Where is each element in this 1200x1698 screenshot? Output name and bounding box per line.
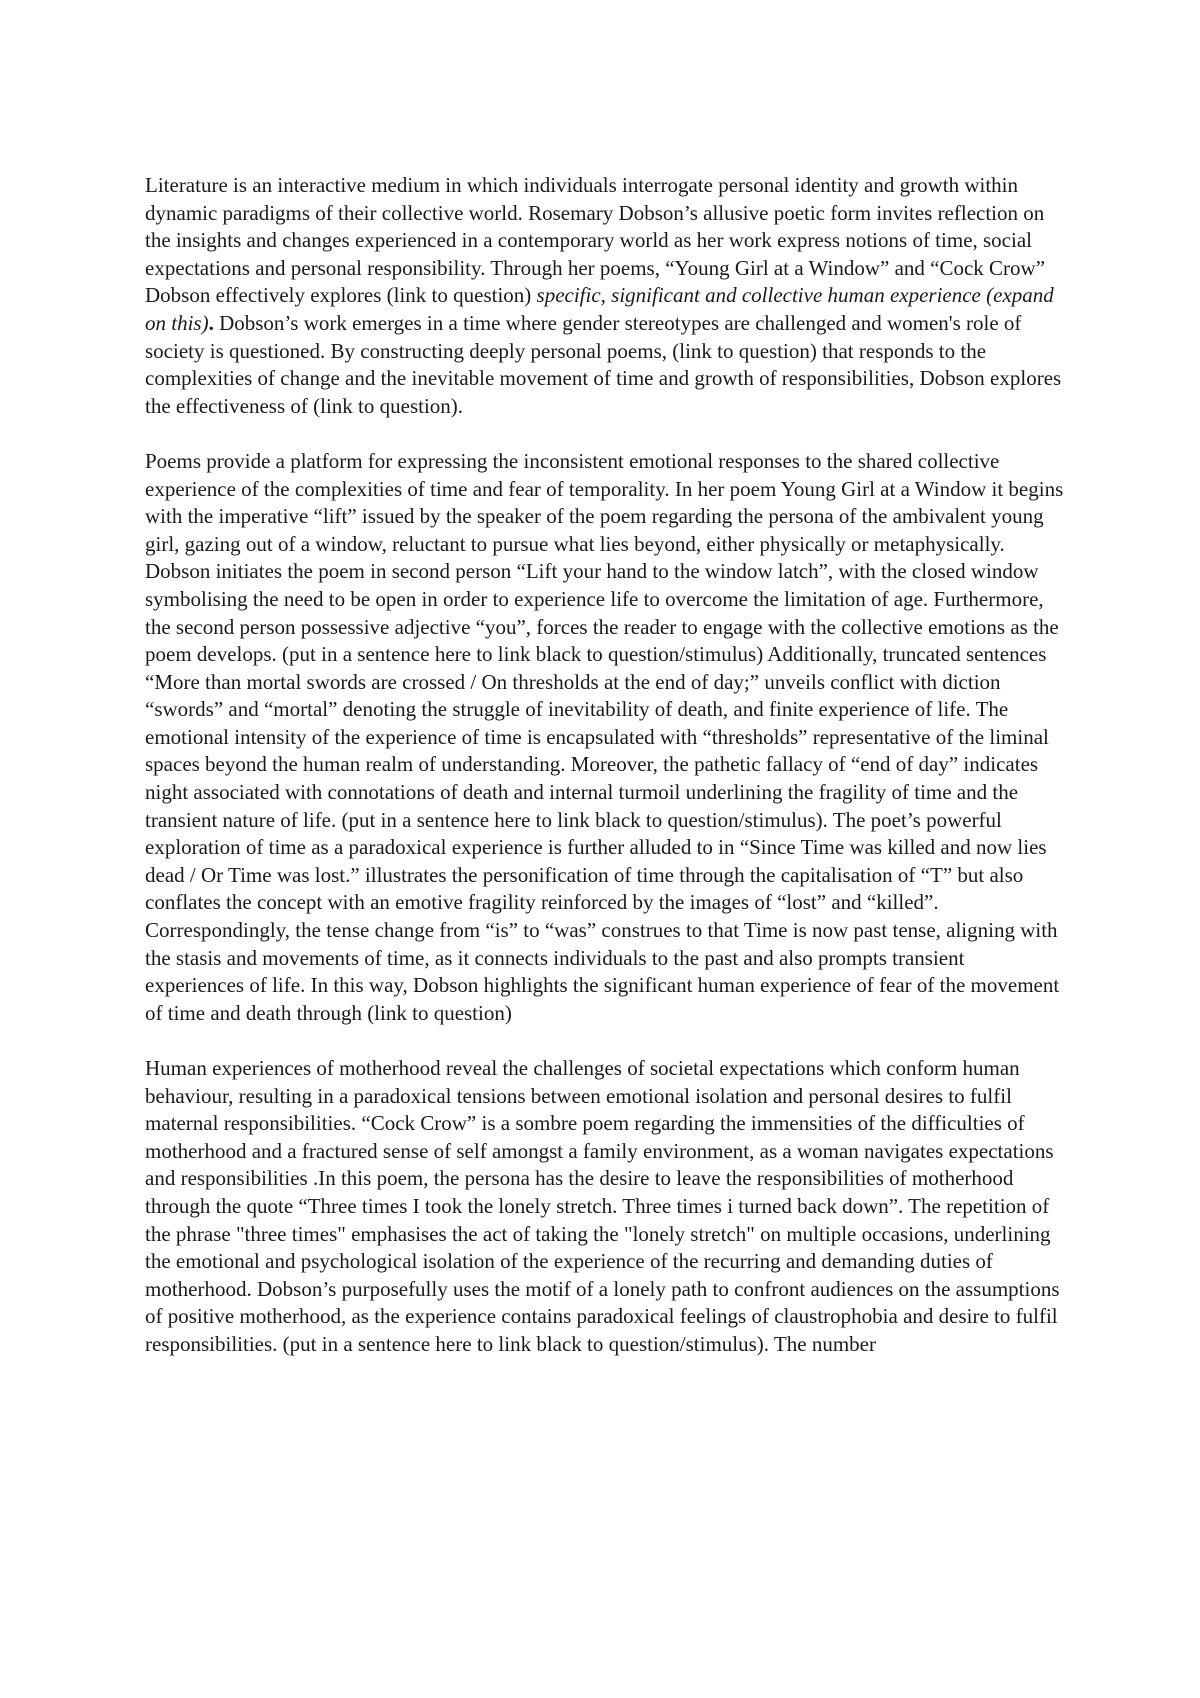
document-page [145, 172, 1065, 1359]
intro-italic-note: specific, significant and collective human experience (expand on this) [145, 283, 1054, 335]
paragraph-cock-crow-analysis: Human experiences of motherhood reveal the challenges of societal expectations which conform human behaviour, resulting in a paradoxical tensions between emotional isolation and personal desires to fulfil maternal responsibilities. “Cock Crow” is a sombre poem regarding the immensities of the difficulties of motherhood and a fractured sense of self amongst a family environment, as a woman navigates expectations and responsibilities .In this poem, the persona has the desire to leave the responsibilities of motherhood through the quote “Three times I took the lonely stretch. Three times i turned back down”. The repetition of the phrase "three times" emphasises the act of taking the "lonely stretch" on multiple occasions, underlining the emotional and psychological isolation of the experience of the recurring and demanding duties of motherhood. Dobson’s purposefully uses the motif of a lonely path to confront audiences on the assumptions of positive motherhood, as the experience contains paradoxical feelings of claustrophobia and desire to fulfil responsibilities. (put in a sentence here to link black to question/stimulus). The number [145, 1056, 1060, 1356]
intro-text-end: Dobson’s work emerges in a time where gender stereotypes are challenged and women's role of society is questioned. By constructing deeply personal poems, (link to question) that responds to the complexities of change and the inevitable movement of time and growth of responsibilities, Dobson explores the effectiveness of (link to question). [145, 310, 1062, 418]
intro-bold-period: . [208, 310, 214, 335]
paragraph-young-girl-analysis: Poems provide a platform for expressing the inconsistent emotional responses to the shared collective experience of the complexities of time and fear of temporality. In her poem Young Girl at a Window it begins with the imperative “lift” issued by the speaker of the poem regarding the persona of the ambivalent young girl, gazing out of a window, reluctant to pursue what lies beyond, either physically or metaphysically. Dobson initiates the poem in second person “Lift your hand to the window latch”, with the closed window symbolising the need to be open in order to experience life to overcome the limitation of age. Furthermore, the second person possessive adjective “you”, forces the reader to engage with the collective emotions as the poem develops. (put in a sentence here to link black to question/stimulus) Additionally, truncated sentences “More than mortal swords are crossed / On thresholds at the end of day;” unveils conflict with diction “swords” and “mortal” denoting the struggle of inevitability of death, and finite experience of life. The emotional intensity of the experience of time is encapsulated with “thresholds” representative of the liminal spaces beyond the human realm of understanding. Moreover, the pathetic fallacy of “end of day” indicates night associated with connotations of death and internal turmoil underlining the fragility of time and the transient nature of life. (put in a sentence here to link black to question/stimulus). The poet’s powerful exploration of time as a paradoxical experience is further alluded to in “Since Time was killed and now lies dead / Or Time was lost.” illustrates the personification of time through the capitalisation of “T” but also conflates the concept with an emotive fragility reinforced by the images of “lost” and “killed”. Correspondingly, the tense change from “is” to “was” construes to that Time is now past tense, aligning with the stasis and movements of time, as it connects individuals to the past and also prompts transient experiences of life. In this way, Dobson highlights the significant human experience of fear of the movement of time and death through (link to question) [145, 448, 1064, 1025]
paragraph-introduction [145, 172, 1065, 420]
intro-text-start: Literature is an interactive medium in which individuals interrogate personal identity and growth within dynamic paradigms of their collective world. Rosemary Dobson’s allusive poetic form invites reflection on the insights and changes experienced in a contemporary world as her work express notions of time, social expectations and personal responsibility. Through her poems, “Young Girl at a Window” and “Cock Crow” Dobson effectively explores (link to question) [145, 173, 1046, 308]
